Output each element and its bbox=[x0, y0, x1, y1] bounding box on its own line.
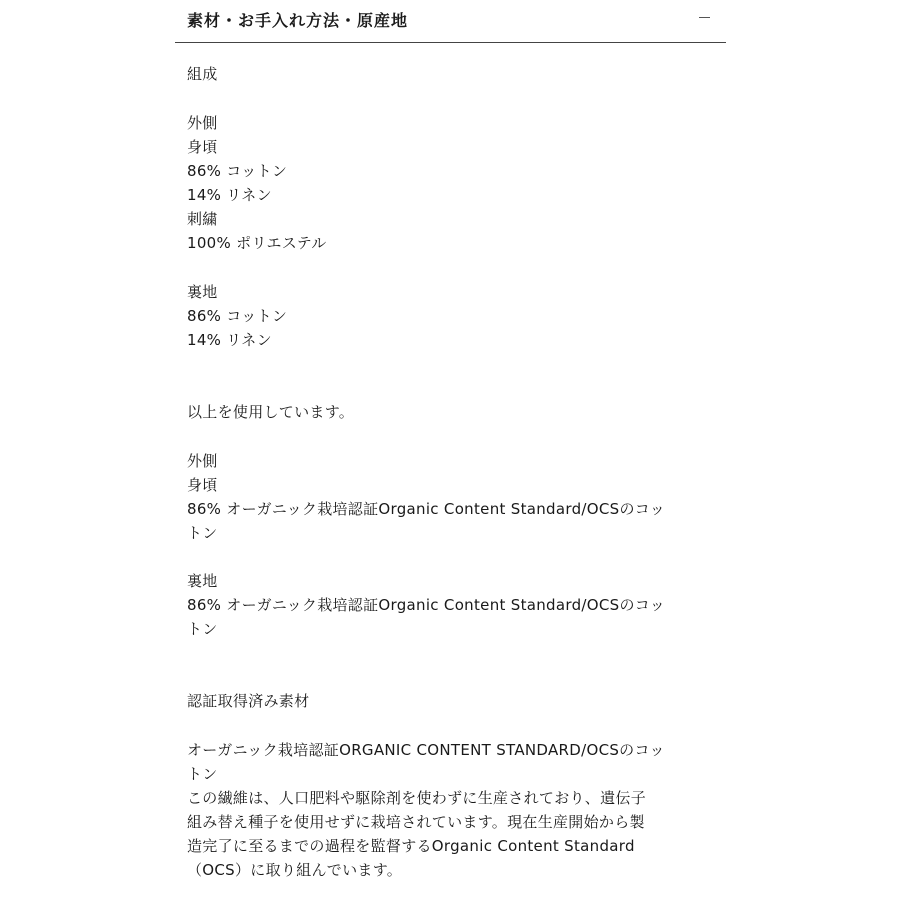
usage-lining-line1: 86% オーガニック栽培認証Organic Content Standard/OCSのコッ bbox=[187, 596, 666, 614]
embroidery-label: 刺繍 bbox=[187, 210, 218, 228]
usage-body-line2: トン bbox=[187, 524, 218, 542]
certified-line6: （OCS）に取り組んでいます。 bbox=[187, 861, 403, 879]
certified-line5: 造完了に至るまでの過程を監督するOrganic Content Standard bbox=[187, 837, 635, 855]
usage-body-label: 身頃 bbox=[187, 476, 218, 494]
body-linen: 14% リネン bbox=[187, 186, 272, 204]
composition-heading: 組成 bbox=[187, 65, 218, 83]
accordion-title: 素材・お手入れ方法・原産地 bbox=[187, 11, 409, 30]
lining-cotton: 86% コットン bbox=[187, 307, 288, 325]
certified-line2: トン bbox=[187, 765, 218, 783]
outer-label: 外側 bbox=[187, 114, 218, 132]
body-label: 身頃 bbox=[187, 138, 218, 156]
usage-body-line1: 86% オーガニック栽培認証Organic Content Standard/OCSのコッ bbox=[187, 500, 666, 518]
certified-line1: オーガニック栽培認証ORGANIC CONTENT STANDARD/OCSのコッ bbox=[187, 741, 665, 759]
lining-label: 裏地 bbox=[187, 283, 218, 301]
usage-outer-label: 外側 bbox=[187, 452, 218, 470]
accordion-header[interactable] bbox=[175, 0, 726, 43]
certified-line4: 組み替え種子を使用せずに栽培されています。現在生産開始から製 bbox=[187, 813, 645, 831]
certified-heading: 認証取得済み素材 bbox=[187, 692, 310, 710]
materials-accordion-panel bbox=[175, 0, 726, 900]
usage-lining-label: 裏地 bbox=[187, 572, 218, 590]
embroidery-polyester: 100% ポリエステル bbox=[187, 234, 327, 252]
lining-linen: 14% リネン bbox=[187, 331, 272, 349]
collapse-minus-icon[interactable] bbox=[699, 17, 710, 18]
certified-line3: この繊維は、人口肥料や駆除剤を使わずに生産されており、遺伝子 bbox=[187, 789, 647, 807]
usage-lining-line2: トン bbox=[187, 620, 218, 638]
usage-intro: 以上を使用しています。 bbox=[187, 403, 355, 421]
body-cotton: 86% コットン bbox=[187, 162, 288, 180]
